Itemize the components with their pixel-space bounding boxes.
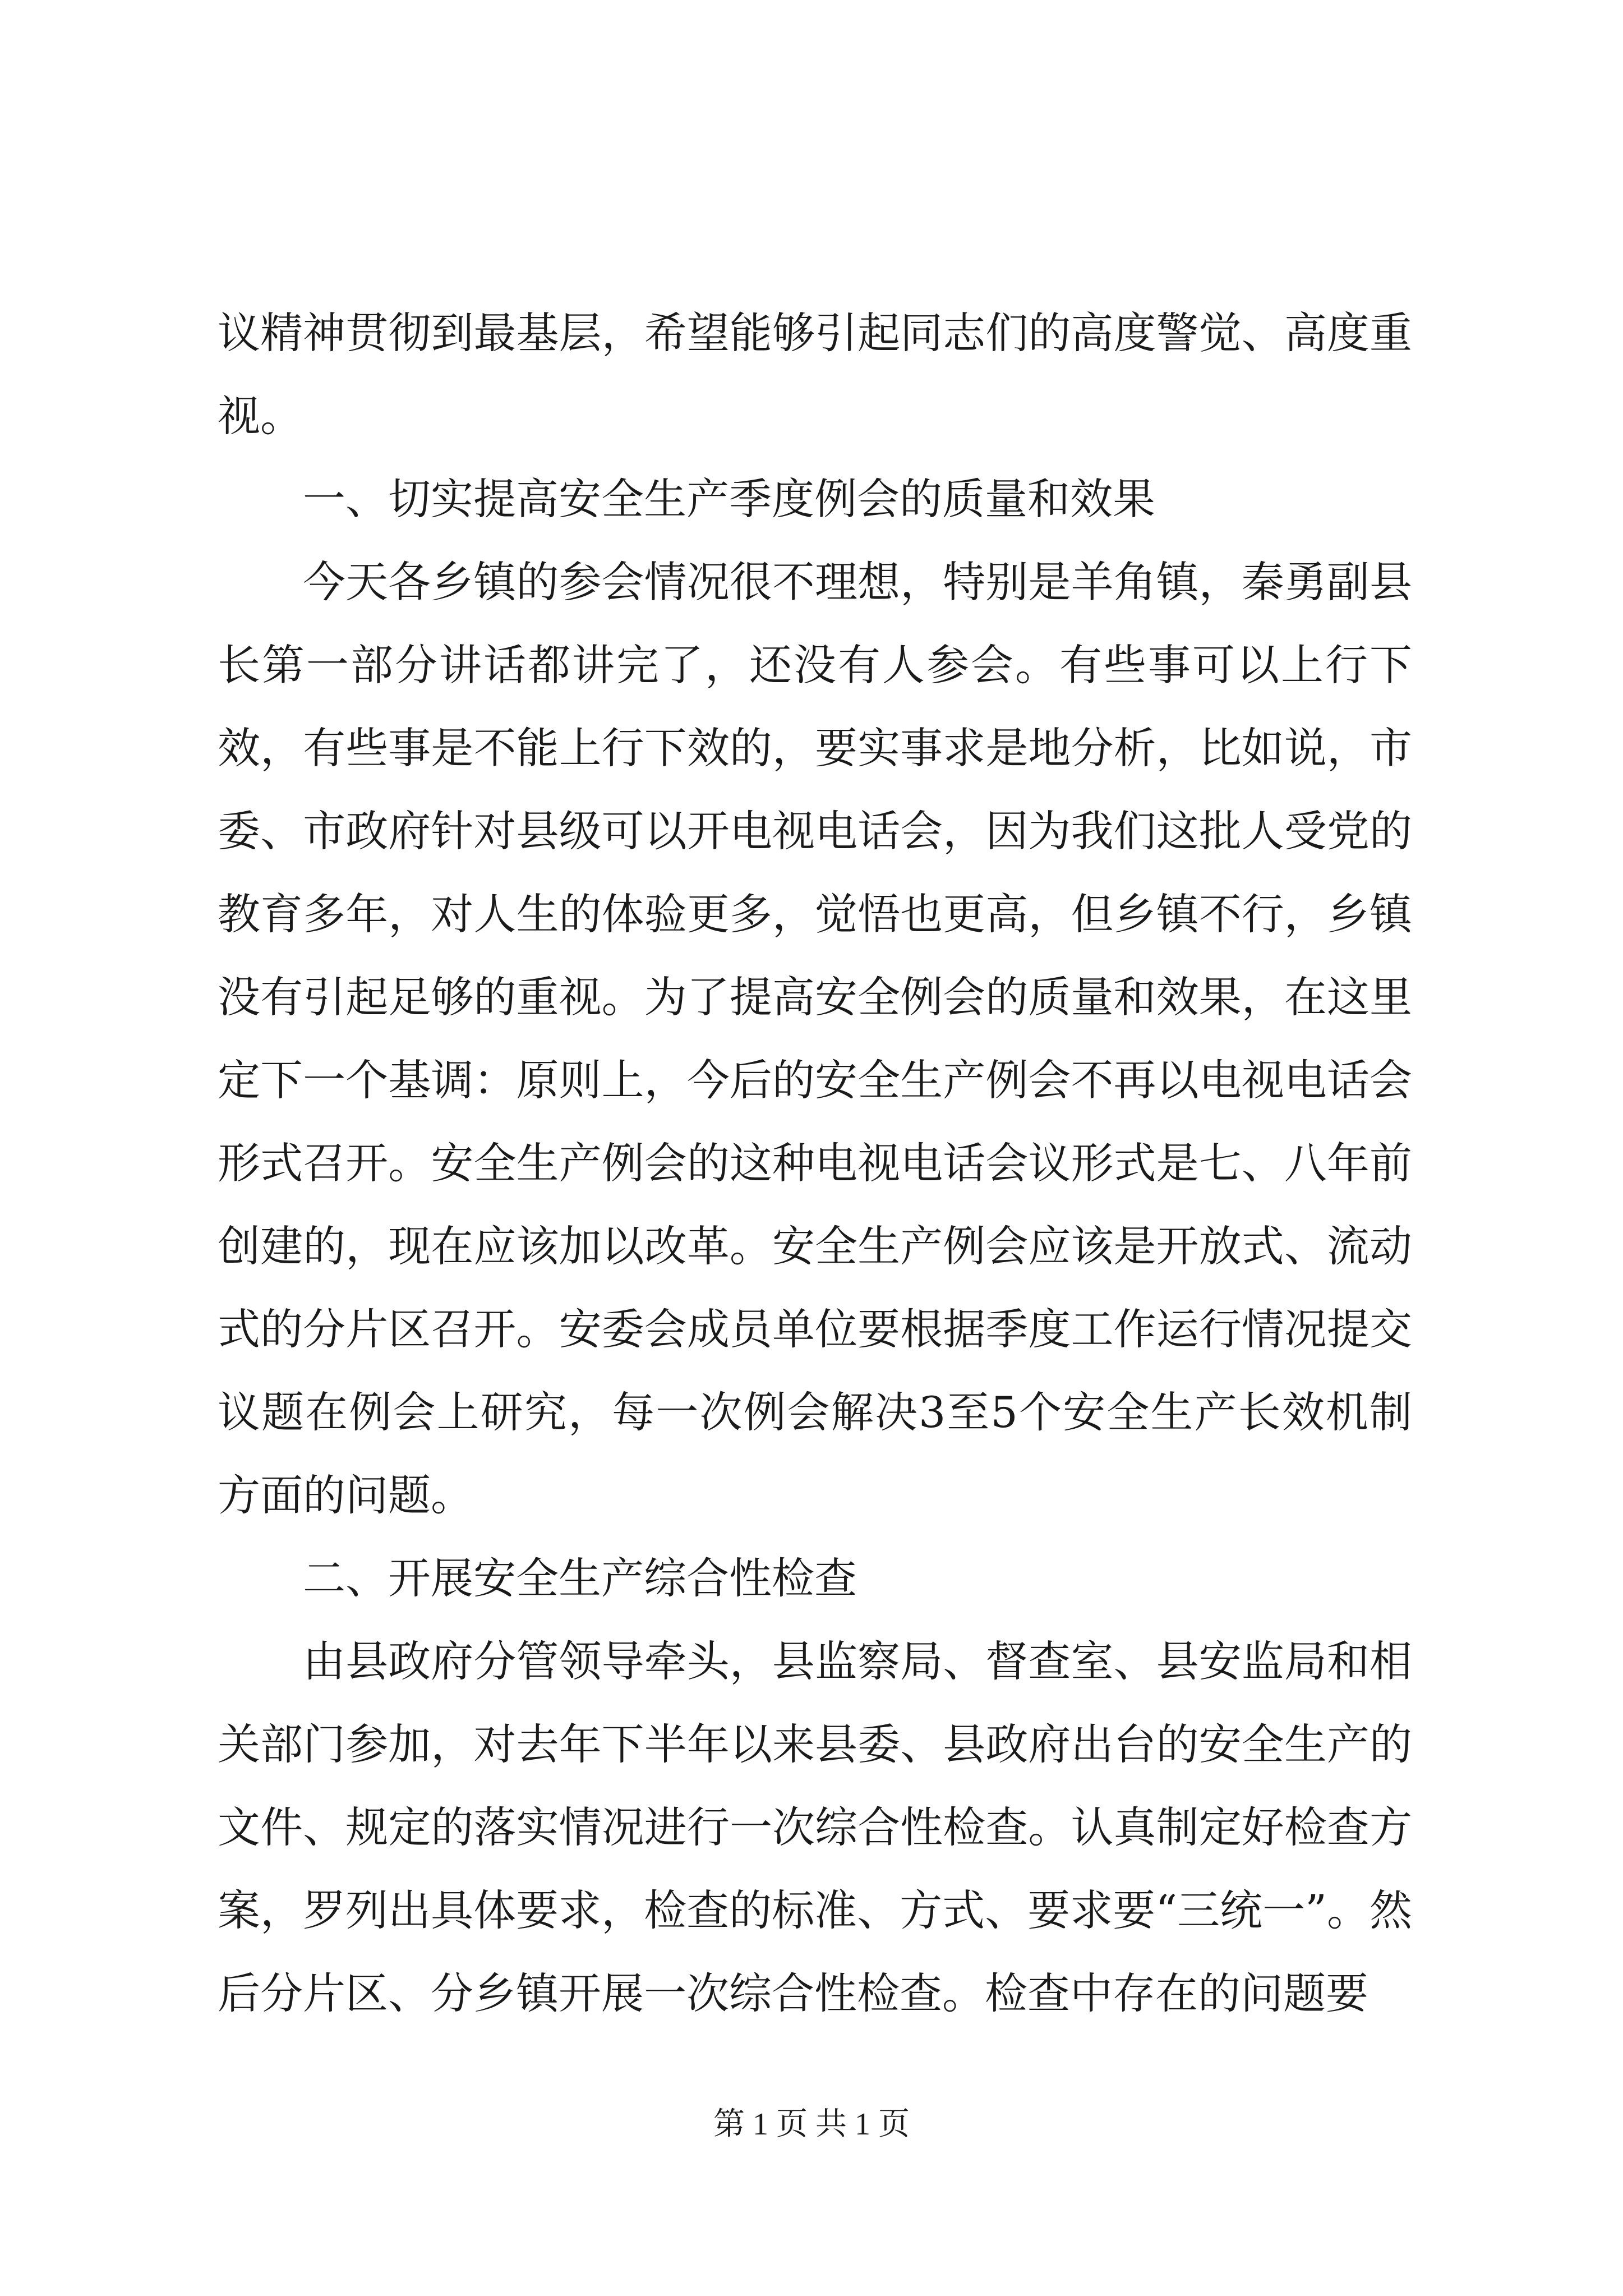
document-body bbox=[218, 292, 1412, 2035]
section-heading-2: 二、开展安全生产综合性检查 bbox=[303, 1553, 857, 1603]
paragraph-1: 议精神贯彻到最基层，希望能够引起同志们的高度警觉、高度重视。 bbox=[218, 308, 1412, 441]
paragraph-2: 今天各乡镇的参会情况很不理想，特别是羊角镇，秦勇副县长第一部分讲话都讲完了，还没有人参会。有些事可以上行下效，有些事是不能上行下效的，要实事求是地分析，比如说，市委、市政府针对县级可以开电视电话会，因为我们这批人受党的教育多年，对人生的体验更多，觉悟也更高，但乡镇不行，乡镇没有引起足够的重视。为了提高安全例会的质量和效果，在这里定下一个基调：原则上，今后的安全生产例会不再以电视电话会形式召开。安全生产例会的这种电视电话会议形式是七、八年前创建的，现在应该加以改革。安全生产例会应该是开放式、流动式的分片区召开。安委会成员单位要根据季度工作运行情况提交议题在例会上研究，每一次例会解决3至5个安全生产长效机制方面的问题。 bbox=[218, 557, 1412, 1520]
page-number-footer: 第 1 页 共 1 页 bbox=[713, 2107, 910, 2142]
section-heading-1: 一、切实提高安全生产季度例会的质量和效果 bbox=[303, 474, 1155, 524]
paragraph-3: 由县政府分管领导牵头，县监察局、督查室、县安监局和相关部门参加，对去年下半年以来县委、县政府出台的安全生产的文件、规定的落实情况进行一次综合性检查。认真制定好检查方案，罗列出具体要求，检查的标准、方式、要求要“三统一”。然后分片区、分乡镇开展一次综合性检查。检查中存在的问题要 bbox=[218, 1636, 1412, 2018]
